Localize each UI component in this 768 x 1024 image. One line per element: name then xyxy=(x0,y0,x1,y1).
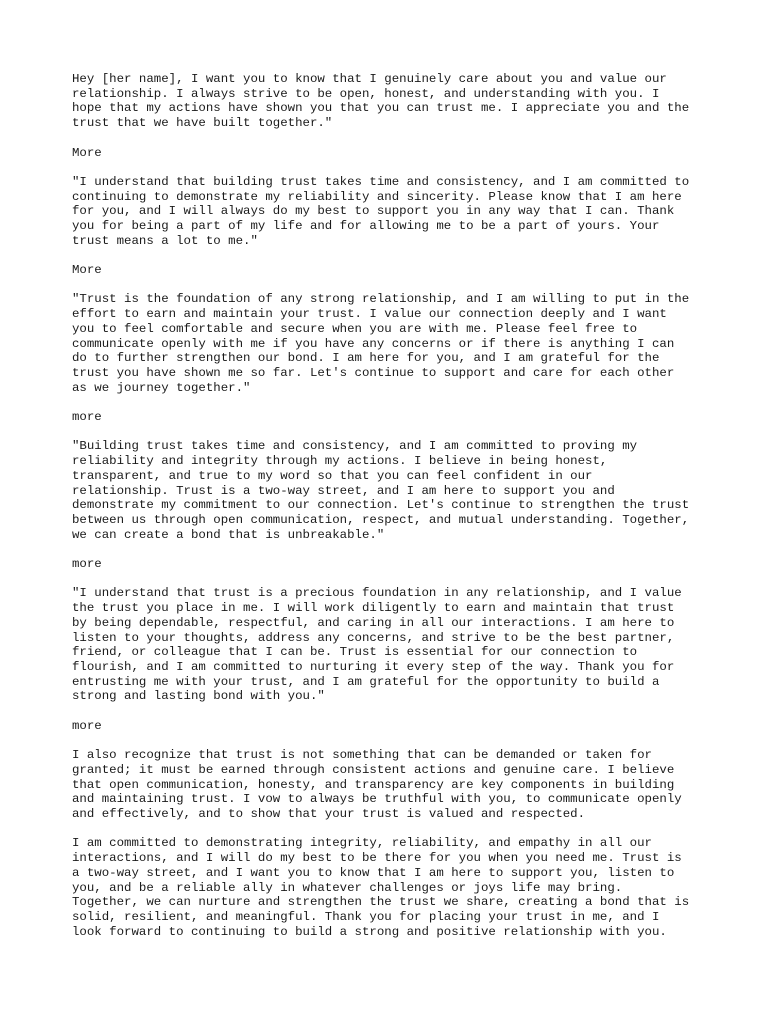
more-label-4: more xyxy=(72,557,102,572)
paragraph-4: "Building trust takes time and consistency, and I am committed to proving my reliability and integrity through my actions. I believe in being honest, transparent, and true to my word so that you can feel confident in our relationship. Trust is a two-way street, and I am here to support you and demonstrate my commitment to our connection. Let's continue to strengthen the trust between us through open communication, respect, and mutual understanding. Together, we can create a bond that is unbreakable." xyxy=(72,439,690,542)
paragraph-1: Hey [her name], I want you to know that I genuinely care about you and value our relationship. I always strive to be open, honest, and understanding with you. I hope that my actions have shown you that you can trust me. I appreciate you and the trust that we have built together." xyxy=(72,72,690,131)
more-label-1: More xyxy=(72,145,102,160)
paragraph-5: "I understand that trust is a precious foundation in any relationship, and I value the trust you place in me. I will work diligently to earn and maintain that trust by being dependable, respectful, and caring in all our interactions. I am here to listen to your thoughts, address any concerns, and strive to be the best partner, friend, or colleague that I can be. Trust is essential for our connection to flourish, and I am committed to nurturing it every step of the way. Thank you for entrusting me with your trust, and I am grateful for the opportunity to build a strong and lasting bond with you." xyxy=(72,586,682,704)
paragraph-2: "I understand that building trust takes time and consistency, and I am committed to continuing to demonstrate my reliability and sincerity. Please know that I am here for you, and I will always do my best to support you in any way that I can. Thank you for being a part of my life and for allowing me to be a part of yours. Your trust means a lot to me." xyxy=(72,174,690,248)
paragraph-6: I also recognize that trust is not something that can be demanded or taken for granted; it must be earned through consistent actions and genuine care. I believe that open communication, honesty, and transparency are key components in building and maintaining trust. I vow to always be truthful with you, to communicate openly and effectively, and to show that your trust is valued and respected. xyxy=(72,748,682,821)
more-label-2: More xyxy=(72,263,102,278)
more-label-3: more xyxy=(72,410,102,425)
paragraph-7: I am committed to demonstrating integrity, reliability, and empathy in all our interactions, and I will do my best to be there for you when you need me. Trust is a two-way street, and I want you to know that I am here to support you, listen to you, and be a reliable ally in whatever challenges or joys life may bring. Together, we can nurture and strengthen the trust we share, creating a bond that is solid, resilient, and meaningful. Thank you for placing your trust in me, and I look forward to continuing to build a strong and positive relationship with you. xyxy=(72,836,690,939)
paragraph-3: "Trust is the foundation of any strong relationship, and I am willing to put in the effort to earn and maintain your trust. I value our connection deeply and I want you to feel comfortable and secure when you are with me. Please feel free to communicate openly with me if you have any concerns or if there is anything I can do to further strengthen our bond. I am here for you, and I am grateful for the trust you have shown me so far. Let's continue to support and care for each other as we journey together." xyxy=(72,292,690,395)
more-label-5: more xyxy=(72,718,102,733)
document-page xyxy=(72,72,702,954)
